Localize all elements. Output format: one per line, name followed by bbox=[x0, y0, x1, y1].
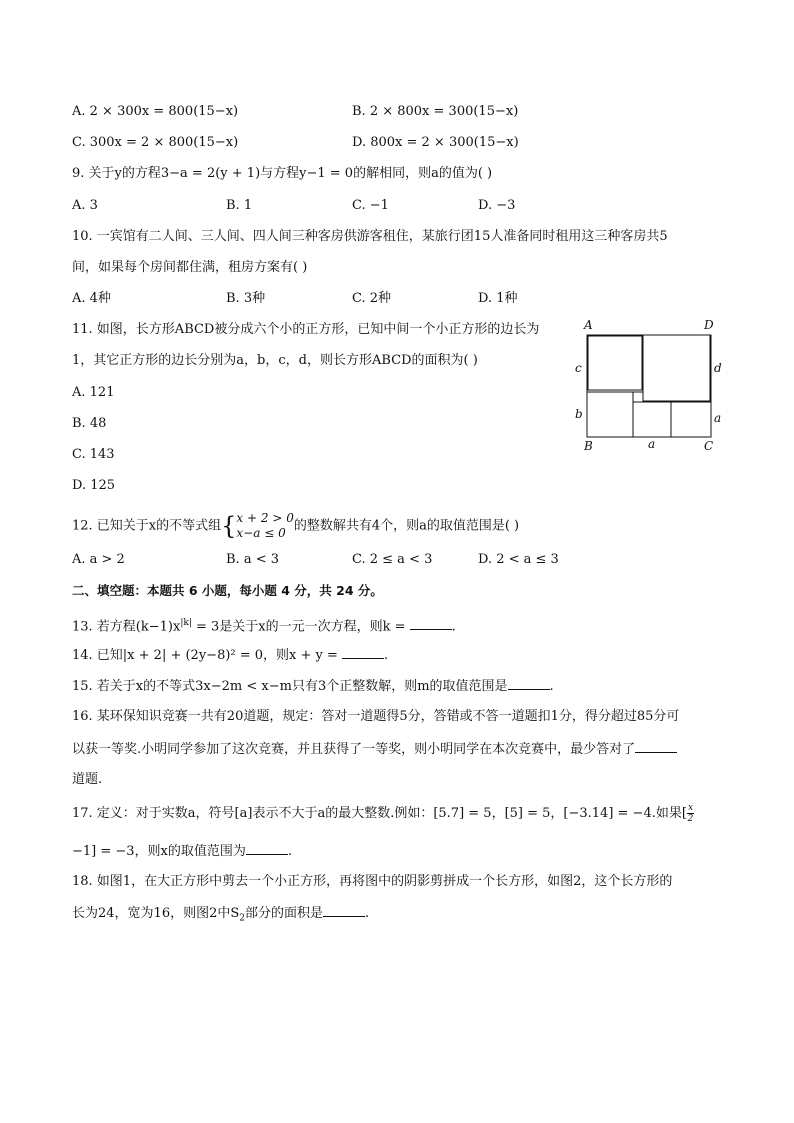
q8-option-d: D. 800x = 2 × 300(15−x) bbox=[352, 135, 519, 150]
q14-end: . bbox=[384, 648, 389, 663]
q17-fraction-denominator: 2 bbox=[687, 814, 694, 824]
q14-line bbox=[72, 646, 388, 665]
q17-line1 bbox=[72, 802, 694, 826]
q10-stem-line1: 10. 一宾馆有二人间、三人间、四人间三种客房供游客租住，某旅行团15人准备同时租用这三种客房共5 bbox=[72, 229, 668, 244]
q8-option-a: A. 2 × 300x = 800(15−x) bbox=[72, 104, 239, 119]
q11-option-b: B. 48 bbox=[72, 416, 107, 431]
q12-stem bbox=[72, 508, 519, 544]
q17-line2 bbox=[72, 842, 292, 861]
q10-stem-line2: 间，如果每个房间都住满，租房方案有( ) bbox=[72, 260, 308, 275]
q13-answer-blank[interactable] bbox=[410, 617, 452, 630]
rectangle-abcd-figure bbox=[574, 318, 724, 458]
q11-option-a: A. 121 bbox=[72, 385, 115, 400]
q16-line3: 道题. bbox=[72, 772, 103, 787]
q16-answer-blank[interactable] bbox=[635, 740, 677, 753]
label-side-a-bottom: a bbox=[648, 437, 656, 451]
q18-answer-blank[interactable] bbox=[323, 904, 365, 917]
section-2-heading: 二、填空题：本题共 6 小题，每小题 4 分，共 24 分。 bbox=[72, 583, 383, 598]
q12-option-b: B. a < 3 bbox=[226, 552, 279, 567]
q15-end: . bbox=[549, 679, 554, 694]
q18-line2 bbox=[72, 904, 369, 928]
square-c bbox=[588, 336, 642, 390]
label-vertex-c: C bbox=[704, 439, 714, 453]
q15-line bbox=[72, 677, 554, 696]
q17-fraction bbox=[687, 803, 694, 824]
q17-line2-text: −1] = −3，则x的取值范围为 bbox=[72, 844, 246, 859]
q9-option-d: D. −3 bbox=[478, 198, 516, 213]
q11-stem-line2: 1，其它正方形的边长分别为a，b，c，d，则长方形ABCD的面积为( ) bbox=[72, 353, 478, 368]
outer-rectangle bbox=[587, 335, 711, 437]
q13-exponent: |k| bbox=[180, 618, 192, 628]
q9-option-b: B. 1 bbox=[226, 198, 253, 213]
q14-answer-blank[interactable] bbox=[342, 646, 384, 659]
q13-line bbox=[72, 614, 456, 636]
q9-stem: 9. 关于y的方程3−a = 2(y + 1)与方程y−1 = 0的解相同，则a的值为( ) bbox=[72, 166, 493, 181]
q10-option-c: C. 2种 bbox=[352, 291, 392, 306]
q13-end: . bbox=[451, 619, 456, 635]
q11-stem-line1: 11. 如图，长方形ABCD被分成六个小的正方形，已知中间一个小正方形的边长为 bbox=[72, 322, 540, 337]
q10-option-a: A. 4种 bbox=[72, 291, 111, 306]
q8-option-b: B. 2 × 800x = 300(15−x) bbox=[352, 104, 519, 119]
label-side-a-right: a bbox=[714, 411, 722, 425]
q10-option-b: B. 3种 bbox=[226, 291, 266, 306]
q10-option-d: D. 1种 bbox=[478, 291, 518, 306]
inequality-bottom: x−a ≤ 0 bbox=[236, 526, 286, 540]
q16-line1: 16. 某环保知识竞赛一共有20道题，规定：答对一道题得5分，答错或不答一道题扣1分，得分超过85分可 bbox=[72, 709, 680, 724]
label-vertex-a: A bbox=[584, 318, 593, 332]
q16-line2-text: 以获一等奖.小明同学参加了这次竞赛，并且获得了一等奖，则小明同学在本次竞赛中，最少答对了 bbox=[72, 742, 636, 757]
left-brace: { bbox=[221, 512, 237, 540]
inequality-top: x + 2 > 0 bbox=[236, 511, 294, 525]
inequality-system bbox=[236, 511, 293, 541]
q9-option-a: A. 3 bbox=[72, 198, 98, 213]
q18-line2-prefix: 长为24，宽为16，则图2中S bbox=[72, 906, 240, 921]
label-vertex-d: D bbox=[704, 318, 714, 332]
label-vertex-b: B bbox=[584, 439, 593, 453]
q12-option-a: A. a > 2 bbox=[72, 552, 125, 567]
q11-option-d: D. 125 bbox=[72, 478, 116, 493]
q15-answer-blank[interactable] bbox=[508, 677, 550, 690]
label-side-c: c bbox=[575, 361, 582, 375]
q9-option-c: C. −1 bbox=[352, 198, 389, 213]
square-a-right bbox=[671, 402, 711, 437]
label-side-b: b bbox=[575, 407, 583, 421]
q12-option-d: D. 2 < a ≤ 3 bbox=[478, 552, 559, 567]
q17-end: . bbox=[287, 844, 293, 859]
q15-text: 15. 若关于x的不等式3x−2m < x−m只有3个正整数解，则m的取值范围是 bbox=[72, 679, 508, 694]
q12-option-c: C. 2 ≤ a < 3 bbox=[352, 552, 433, 567]
q18-subscript: 2 bbox=[239, 913, 245, 924]
square-a-bottom bbox=[633, 402, 671, 437]
q14-text: 14. 已知|x + 2| + (2y−8)² = 0，则x + y = bbox=[72, 648, 343, 663]
q18-line1: 18. 如图1，在大正方形中剪去一个小正方形，再将图中的阴影剪拼成一个长方形，如图2，这个长方形的 bbox=[72, 874, 673, 889]
q16-line2 bbox=[72, 740, 677, 759]
square-b bbox=[587, 392, 633, 437]
square-middle bbox=[633, 392, 643, 402]
q13-suffix: = 3是关于x的一元一次方程，则k = bbox=[191, 619, 410, 635]
q18-end: . bbox=[365, 906, 370, 921]
square-d bbox=[643, 335, 710, 401]
q17-answer-blank[interactable] bbox=[246, 842, 288, 855]
q17-line1-text: 17. 定义：对于实数a，符号[a]表示不大于a的最大整数.例如：[5.7] = 5，[5] = 5，[−3.14] = −4.如果[ bbox=[72, 806, 687, 821]
label-side-d: d bbox=[714, 361, 722, 375]
q13-prefix: 13. 若方程(k−1)x bbox=[72, 619, 181, 635]
q8-option-c: C. 300x = 2 × 800(15−x) bbox=[72, 135, 239, 150]
q17-fraction-numerator: x bbox=[687, 803, 694, 813]
q12-stem-prefix: 12. 已知关于x的不等式组 bbox=[72, 518, 222, 534]
q12-stem-suffix: 的整数解共有4个，则a的取值范围是( ) bbox=[293, 518, 520, 534]
q11-option-c: C. 143 bbox=[72, 447, 115, 462]
q18-line2-suffix: 部分的面积是 bbox=[245, 906, 324, 921]
